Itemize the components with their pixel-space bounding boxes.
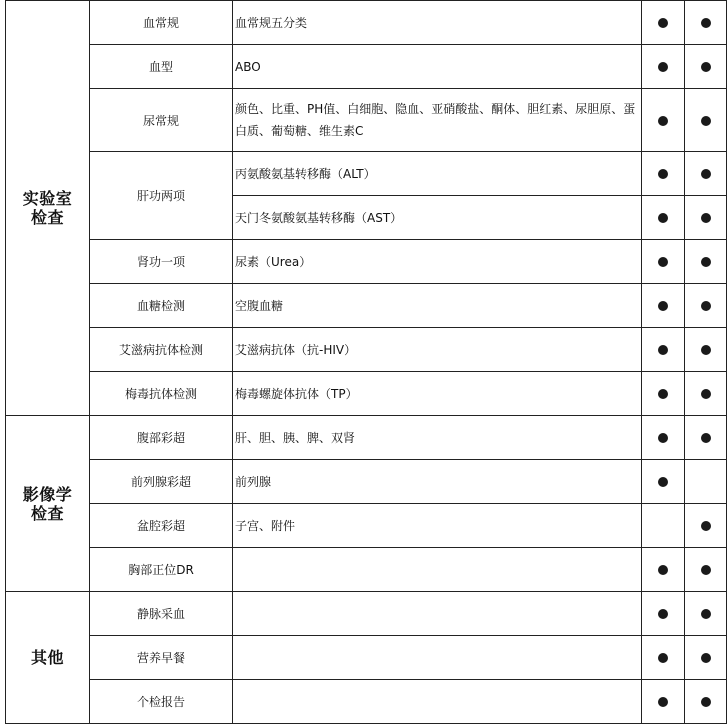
exam-detail-cell: 梅毒螺旋体抗体（TP） (233, 372, 642, 416)
exam-detail-cell (233, 548, 642, 592)
package-2-mark-cell (685, 372, 727, 416)
exam-item-cell: 尿常规 (90, 89, 233, 152)
package-1-mark-cell (642, 328, 685, 372)
included-dot-icon (701, 565, 711, 575)
exam-detail-cell: 血常规五分类 (233, 1, 642, 45)
exam-detail-cell: 前列腺 (233, 460, 642, 504)
package-2-mark-cell (685, 416, 727, 460)
category-cell (6, 1, 90, 416)
included-dot-icon (701, 62, 711, 72)
package-1-mark-cell (642, 460, 685, 504)
package-1-mark-cell (642, 196, 685, 240)
table-row (6, 372, 727, 416)
package-2-mark-cell (685, 240, 727, 284)
package-1-mark-cell (642, 504, 685, 548)
package-2-mark-cell (685, 592, 727, 636)
table-row (6, 636, 727, 680)
exam-item-cell: 营养早餐 (90, 636, 233, 680)
exam-detail-cell (233, 636, 642, 680)
package-2-mark-cell (685, 196, 727, 240)
included-dot-icon (658, 477, 668, 487)
category-cell (6, 416, 90, 592)
exam-detail-cell: 丙氨酸氨基转移酶（ALT） (233, 152, 642, 196)
package-1-mark-cell (642, 636, 685, 680)
package-2-mark-cell (685, 680, 727, 724)
table-row (6, 680, 727, 724)
exam-item-cell: 静脉采血 (90, 592, 233, 636)
included-dot-icon (658, 18, 668, 28)
package-1-mark-cell (642, 592, 685, 636)
included-dot-icon (658, 565, 668, 575)
package-1-mark-cell (642, 372, 685, 416)
exam-item-cell: 艾滋病抗体检测 (90, 328, 233, 372)
included-dot-icon (701, 301, 711, 311)
package-1-mark-cell (642, 152, 685, 196)
exam-item-cell: 肝功两项 (90, 152, 233, 240)
included-dot-icon (701, 433, 711, 443)
table-row (6, 284, 727, 328)
included-dot-icon (658, 116, 668, 126)
package-2-mark-cell (685, 328, 727, 372)
included-dot-icon (658, 301, 668, 311)
exam-detail-cell: ABO (233, 45, 642, 89)
table-row (6, 416, 727, 460)
exam-item-cell: 盆腔彩超 (90, 504, 233, 548)
exam-detail-cell: 天门冬氨酸氨基转移酶（AST） (233, 196, 642, 240)
exam-detail-cell: 肝、胆、胰、脾、双肾 (233, 416, 642, 460)
included-dot-icon (658, 389, 668, 399)
package-1-mark-cell (642, 548, 685, 592)
exam-item-cell: 个检报告 (90, 680, 233, 724)
table-row (6, 328, 727, 372)
package-2-mark-cell (685, 89, 727, 152)
included-dot-icon (701, 521, 711, 531)
exam-item-cell: 血型 (90, 45, 233, 89)
table-row (6, 548, 727, 592)
package-1-mark-cell (642, 1, 685, 45)
exam-item-cell: 梅毒抗体检测 (90, 372, 233, 416)
exam-item-cell: 肾功一项 (90, 240, 233, 284)
exam-detail-cell (233, 680, 642, 724)
exam-package-table-container (5, 0, 727, 724)
included-dot-icon (658, 345, 668, 355)
included-dot-icon (701, 116, 711, 126)
included-dot-icon (658, 697, 668, 707)
table-row (6, 1, 727, 45)
package-1-mark-cell (642, 89, 685, 152)
category-cell (6, 592, 90, 724)
included-dot-icon (658, 609, 668, 619)
table-row (6, 45, 727, 89)
exam-detail-cell: 尿素（Urea） (233, 240, 642, 284)
category-label: 其他 (30, 648, 64, 667)
included-dot-icon (701, 345, 711, 355)
included-dot-icon (658, 213, 668, 223)
package-2-mark-cell (685, 45, 727, 89)
package-1-mark-cell (642, 240, 685, 284)
exam-detail-cell (233, 592, 642, 636)
package-1-mark-cell (642, 45, 685, 89)
package-1-mark-cell (642, 416, 685, 460)
exam-table-body (6, 1, 727, 724)
included-dot-icon (701, 609, 711, 619)
exam-detail-cell: 子宫、附件 (233, 504, 642, 548)
table-row (6, 89, 727, 152)
exam-detail-cell: 空腹血糖 (233, 284, 642, 328)
included-dot-icon (658, 257, 668, 267)
table-row (6, 240, 727, 284)
exam-item-cell: 腹部彩超 (90, 416, 233, 460)
package-2-mark-cell (685, 460, 727, 504)
package-2-mark-cell (685, 504, 727, 548)
included-dot-icon (658, 62, 668, 72)
exam-detail-cell: 颜色、比重、PH值、白细胞、隐血、亚硝酸盐、酮体、胆红素、尿胆原、蛋白质、葡萄糖、维生素C (233, 89, 642, 152)
package-2-mark-cell (685, 1, 727, 45)
exam-package-table (5, 0, 727, 724)
included-dot-icon (658, 169, 668, 179)
package-2-mark-cell (685, 636, 727, 680)
category-label: 影像学检查 (22, 484, 73, 523)
package-2-mark-cell (685, 152, 727, 196)
included-dot-icon (701, 389, 711, 399)
table-row (6, 504, 727, 548)
included-dot-icon (701, 169, 711, 179)
exam-item-cell: 血糖检测 (90, 284, 233, 328)
included-dot-icon (701, 697, 711, 707)
package-1-mark-cell (642, 680, 685, 724)
table-row (6, 592, 727, 636)
package-2-mark-cell (685, 284, 727, 328)
included-dot-icon (701, 18, 711, 28)
exam-item-cell: 前列腺彩超 (90, 460, 233, 504)
table-row (6, 460, 727, 504)
included-dot-icon (658, 653, 668, 663)
included-dot-icon (701, 213, 711, 223)
included-dot-icon (658, 433, 668, 443)
exam-item-cell: 胸部正位DR (90, 548, 233, 592)
included-dot-icon (701, 653, 711, 663)
table-row (6, 152, 727, 196)
package-2-mark-cell (685, 548, 727, 592)
included-dot-icon (701, 257, 711, 267)
package-1-mark-cell (642, 284, 685, 328)
category-label: 实验室检查 (22, 189, 73, 227)
exam-item-cell: 血常规 (90, 1, 233, 45)
exam-detail-cell: 艾滋病抗体（抗-HIV） (233, 328, 642, 372)
